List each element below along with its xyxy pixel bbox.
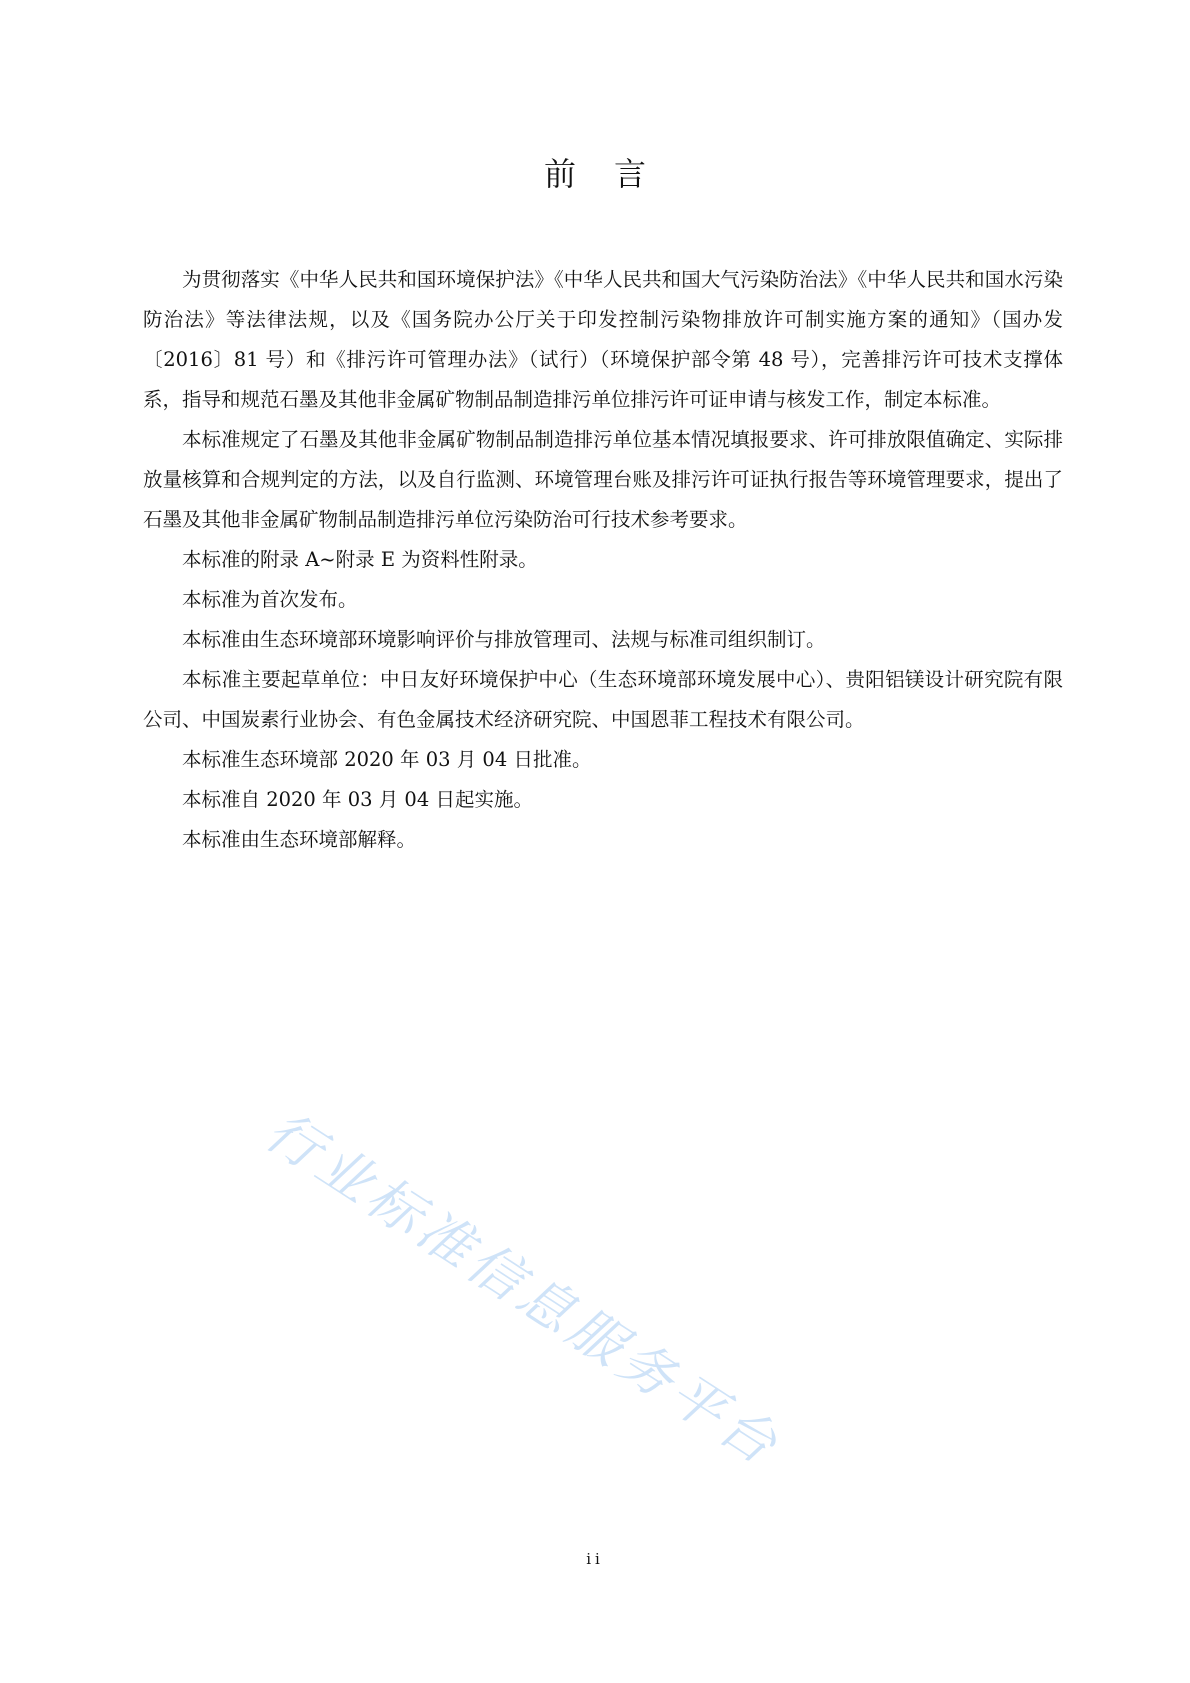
paragraph: 本标准规定了石墨及其他非金属矿物制品制造排污单位基本情况填报要求、许可排放限值确定、实际排放量核算和合规判定的方法，以及自行监测、环境管理台账及排污许可证执行报告等环境管理要求，提出了石墨及其他非金属矿物制品制造排污单位污染防治可行技术参考要求。	[143, 428, 1063, 531]
paragraph: 本标准主要起草单位：中日友好环境保护中心（生态环境部环境发展中心）、贵阳铝镁设计研究院有限公司、中国炭素行业协会、有色金属技术经济研究院、中国恩菲工程技术有限公司。	[143, 668, 1063, 731]
watermark: 行业标准信息服务平台	[254, 1099, 793, 1479]
paragraph: 本标准的附录 A~附录 E 为资料性附录。	[182, 548, 538, 571]
paragraph: 本标准由生态环境部解释。	[182, 828, 417, 851]
paragraph: 本标准为首次发布。	[182, 588, 358, 611]
paragraph: 为贯彻落实《中华人民共和国环境保护法》《中华人民共和国大气污染防治法》《中华人民共和国水污染防治法》等法律法规，以及《国务院办公厅关于印发控制污染物排放许可制实施方案的通知》（国办发〔2016〕81 号）和《排污许可管理办法》（试行）（环境保护部令第 48 号），完善排污许可技术支撑体系，指导和规范石墨及其他非金属矿物制品制造排污单位排污许可证申请与核发工作，制定本标准。	[143, 268, 1063, 411]
paragraph: 本标准由生态环境部环境影响评价与排放管理司、法规与标准司组织制订。	[182, 628, 826, 651]
preface-body	[143, 260, 1063, 860]
page-title: 前言	[543, 155, 684, 193]
page-number: ii	[586, 1550, 604, 1568]
paragraph: 本标准自 2020 年 03 月 04 日起实施。	[182, 788, 533, 811]
paragraph: 本标准生态环境部 2020 年 03 月 04 日批准。	[182, 748, 592, 771]
